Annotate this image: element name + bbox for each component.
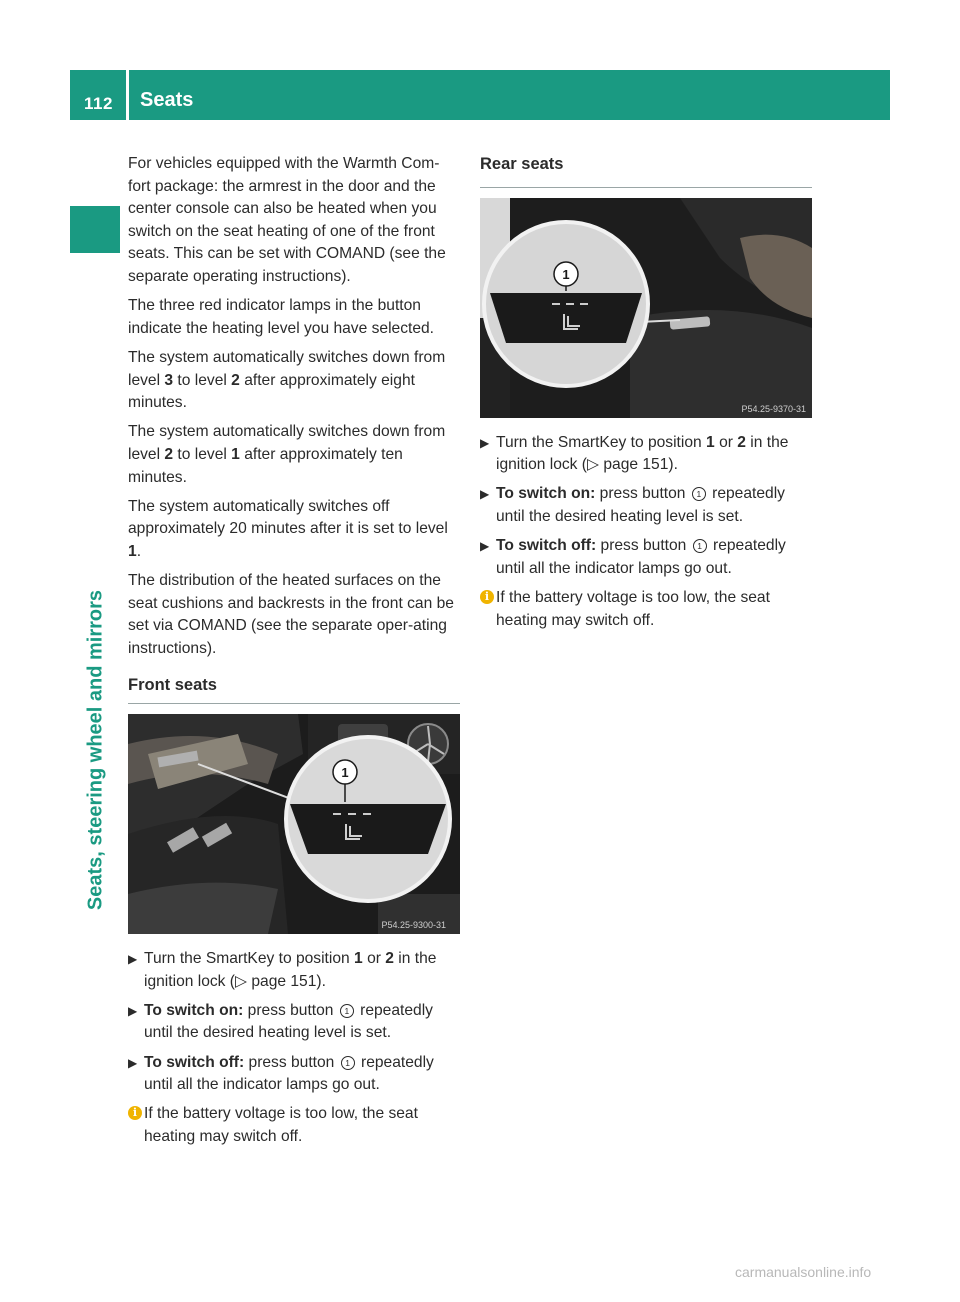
right-column: [480, 153, 812, 632]
step-arrow-icon: ▶: [128, 1055, 138, 1070]
info-note: i If the battery voltage is too low, the seat heating may switch off.: [128, 1103, 460, 1148]
switch-off-paragraph: The system automatically switches off approximately 20 minutes after it is set to level 1.: [128, 497, 448, 560]
callout-number: 1: [341, 765, 349, 781]
switch-down-paragraph: The system automatically switches down from level 3 to level 2 after approximately eight minutes.: [128, 348, 446, 412]
chapter-title: Seats, steering wheel and mirrors: [84, 589, 107, 911]
button-number-icon: 1: [692, 487, 706, 501]
step-arrow-icon: ▶: [480, 539, 490, 554]
step-item: ▶ To switch off: press button 1 repeatedly until all the indicator lamps go out.: [128, 1053, 434, 1094]
step-item: ▶ To switch on: press button 1 repeatedly until the desired heating level is set.: [480, 485, 785, 525]
figure-code: P54.25-9370-31: [741, 403, 806, 414]
figure-code: P54.25-9300-31: [381, 920, 446, 931]
front-seats-heading: Front seats: [128, 674, 460, 704]
intro-paragraph: The three red indicator lamps in the button indicate the heating level you have selected.: [128, 297, 435, 337]
info-icon: i: [480, 590, 494, 604]
header-divider: [126, 70, 129, 120]
distribution-paragraph: The distribution of the heated surfaces on the seat cushions and backrests in the front can be set via COMAND (see the separate oper-ating instructions).: [128, 572, 454, 657]
step-arrow-icon: ▶: [128, 1003, 138, 1018]
rear-door-photo: [480, 198, 812, 418]
left-column: [128, 153, 460, 1149]
step-arrow-icon: ▶: [480, 487, 490, 502]
step-arrow-icon: ▶: [480, 435, 490, 450]
switch-down-paragraph: The system automatically switches down from level 2 to level 1 after approximately ten minutes.: [128, 423, 446, 486]
rear-seats-heading: Rear seats: [480, 153, 812, 188]
front-seats-figure: [128, 714, 460, 934]
button-number-icon: 1: [693, 539, 707, 553]
button-number-icon: 1: [341, 1056, 355, 1070]
section-title: Seats: [140, 89, 194, 111]
step-item: ▶ To switch off: press button 1 repeatedly until all the indicator lamps go out.: [480, 537, 786, 577]
intro-paragraph: For vehicles equipped with the Warmth Com-fort package: the armrest in the door and the center console can also be heated when you switch on the seat heating of one of the front seats. This can be set with COMAND (see the separate operating instructions).: [128, 155, 446, 285]
step-item: ▶ Turn the SmartKey to position 1 or 2 in the ignition lock (▷ page 151).: [128, 950, 437, 990]
info-note: i If the battery voltage is too low, the seat heating may switch off.: [480, 587, 812, 632]
step-item: ▶ To switch on: press button 1 repeatedly until the desired heating level is set.: [128, 1001, 433, 1042]
step-arrow-icon: ▶: [128, 952, 138, 967]
callout-number: 1: [562, 266, 570, 282]
chapter-tab: [70, 206, 120, 253]
step-item: ▶ Turn the SmartKey to position 1 or 2 in the ignition lock (▷ page 151).: [480, 433, 789, 474]
info-icon: i: [128, 1106, 142, 1120]
page-number: 112: [84, 94, 113, 113]
watermark: carmanualsonline.info: [735, 1264, 872, 1280]
rear-seats-figure: [480, 198, 812, 418]
button-number-icon: 1: [340, 1004, 354, 1018]
front-door-photo: [128, 714, 460, 934]
